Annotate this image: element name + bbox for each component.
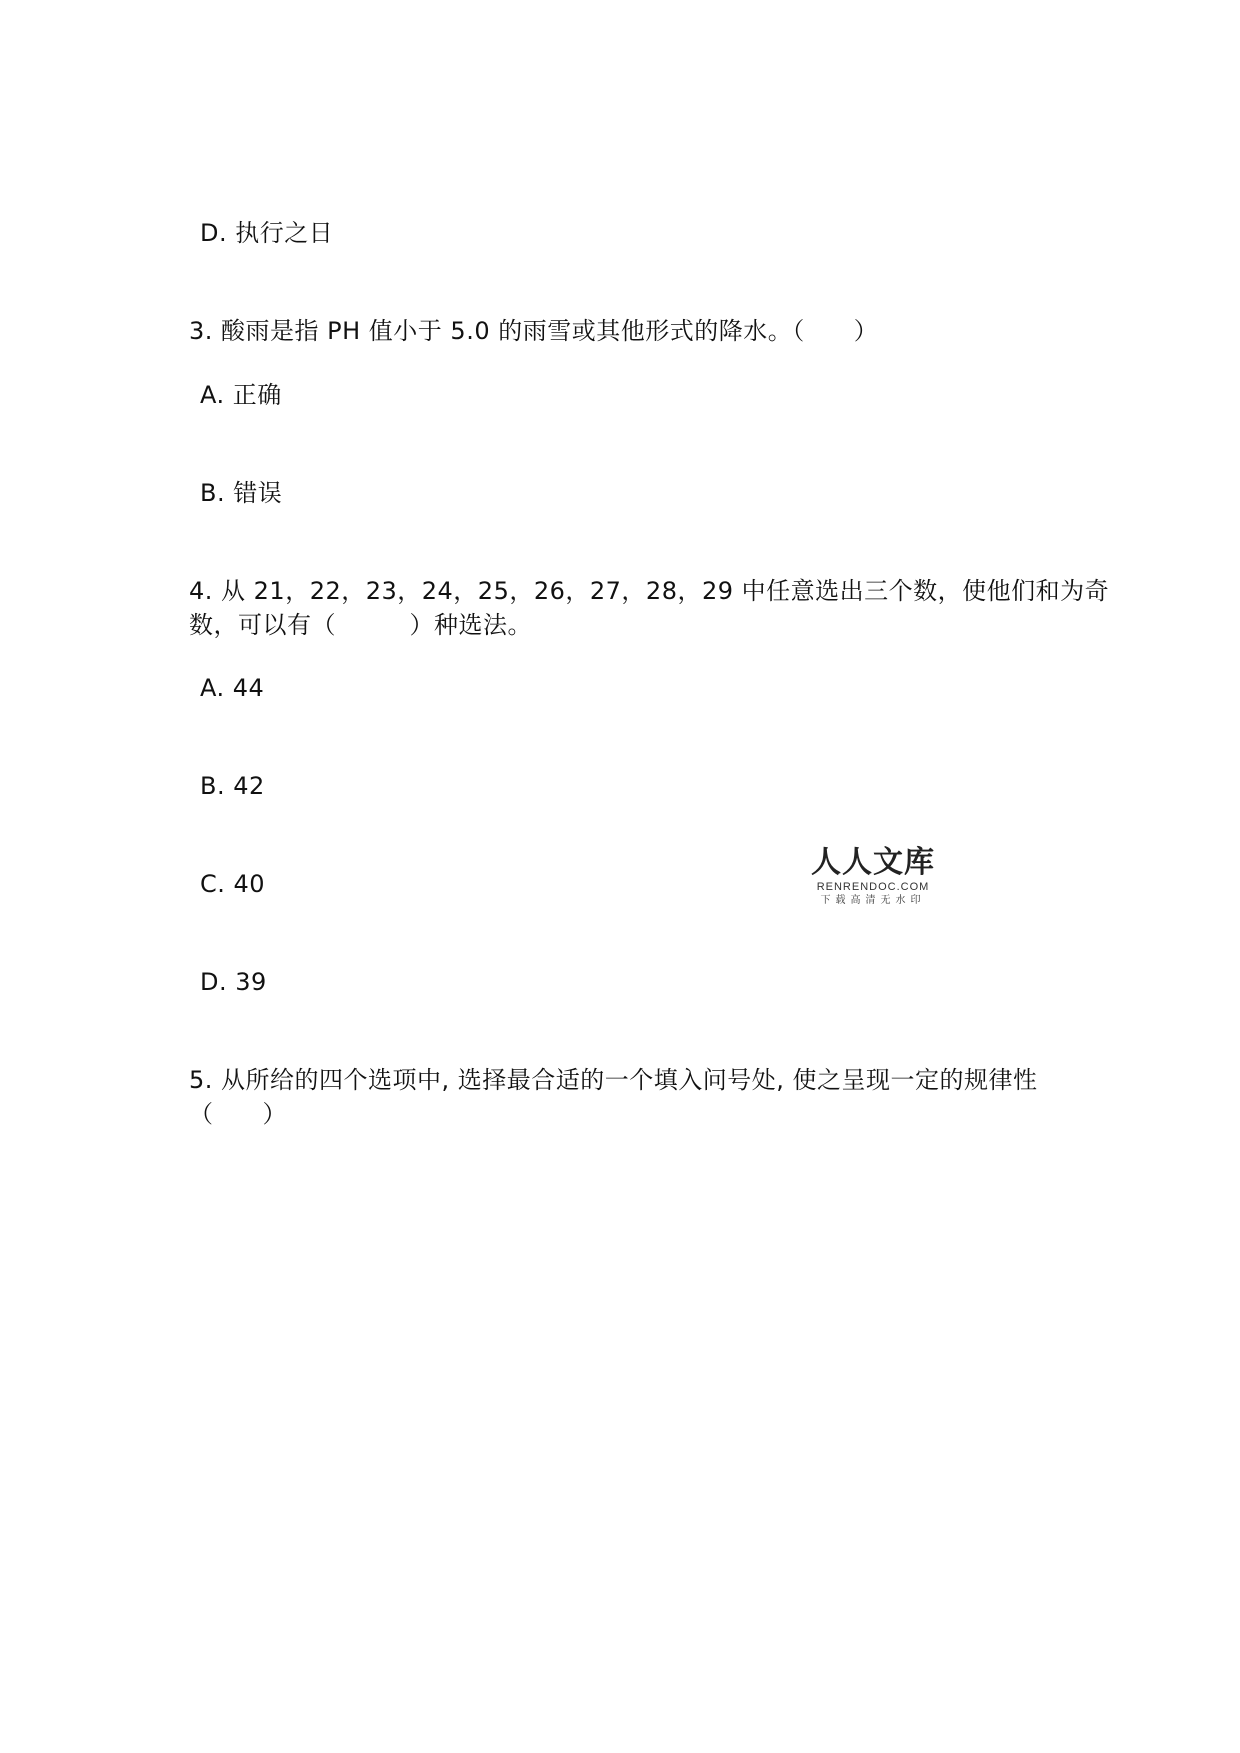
watermark-logo [810,846,936,908]
q3-stem: 3. 酸雨是指 PH 值小于 5.0 的雨雪或其他形式的降水。（ ） [189,317,879,345]
q4-stem-line-2: 数，可以有（ ）种选法。 [189,611,532,639]
q5-stem-line-1: 5. 从所给的四个选项中, 选择最合适的一个填入问号处, 使之呈现一定的规律性 [189,1066,1038,1094]
q3-option-a[interactable]: A. 正确 [200,381,282,409]
watermark-title: 人人文库 [811,845,935,880]
q5-stem-line-2: （ ） [189,1100,287,1128]
q4-option-a[interactable]: A. 44 [200,674,265,702]
watermark-domain: RENRENDOC.COM [816,881,930,893]
q4-stem-line-1: 4. 从 21，22，23，24，25，26，27，28，29 中任意选出三个数，使他们和为奇 [189,577,1110,605]
watermark-tagline: 下载高清无水印 [820,895,926,906]
q2-option-d[interactable]: D. 执行之日 [200,219,334,247]
q4-option-c[interactable]: C. 40 [200,870,266,898]
q4-option-b[interactable]: B. 42 [200,772,265,800]
q3-option-b[interactable]: B. 错误 [200,479,283,507]
q4-option-d[interactable]: D. 39 [200,968,267,996]
